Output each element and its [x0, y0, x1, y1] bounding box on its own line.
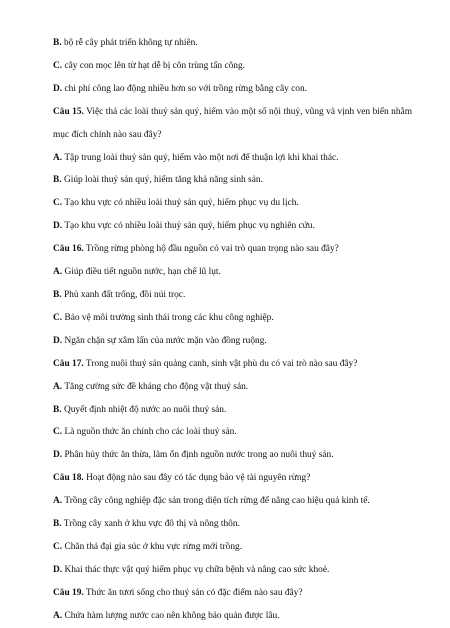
question-number: Câu 19. — [53, 587, 84, 598]
option-text: chi phí công lao động nhiều hơn so với trồng rừng bằng cây con. — [64, 83, 308, 94]
option-d — [53, 559, 412, 582]
option-d — [53, 78, 412, 101]
option-text: Bảo vệ môi trường sinh thái trong các khu công nghiệp. — [64, 312, 274, 323]
option-label: C. — [53, 198, 63, 209]
question-16 — [53, 238, 412, 261]
option-label: B. — [53, 175, 62, 186]
option-c — [53, 307, 412, 330]
option-text: Trồng cây xanh ở khu vực đô thị và nông thôn. — [63, 519, 240, 530]
option-text: Chứa hàm lượng nước cao nên không bảo quản được lâu. — [64, 610, 280, 621]
option-label: A. — [53, 496, 63, 507]
question-number: Câu 18. — [53, 473, 84, 484]
question-19 — [53, 582, 412, 605]
option-b — [53, 399, 412, 422]
question-text: Thức ăn tươi sống cho thuỷ sản có đặc điểm nào sau đây? — [85, 587, 303, 598]
question-number: Câu 16. — [53, 244, 84, 255]
option-b — [53, 169, 412, 192]
question-18 — [53, 467, 412, 490]
option-text: Ngăn chặn sự xâm lấn của nước mặn vào đồng ruộng. — [64, 335, 267, 346]
option-text: Tạo khu vực có nhiều loài thuỷ sản quý, hiếm phục vụ du lịch. — [64, 198, 299, 209]
option-label: B. — [53, 38, 62, 48]
option-a — [53, 261, 412, 284]
option-d — [53, 215, 412, 238]
question-17 — [53, 353, 412, 376]
option-label: B. — [53, 404, 62, 415]
question-text: Trong nuôi thuỷ sản quảng canh, sinh vật phù du có vai trò nào sau đây? — [85, 358, 358, 369]
option-label: A. — [53, 152, 63, 163]
option-text: Tăng cường sức đề kháng cho động vật thuỷ sản. — [64, 381, 249, 392]
option-text: cây con mọc lên từ hạt dễ bị côn trùng tấn công. — [64, 60, 246, 71]
option-text: Trồng cây công nghiệp đặc sản trong diện tích rừng để nâng cao hiệu quả kinh tế. — [64, 496, 370, 507]
option-label: A. — [53, 610, 63, 621]
option-text: Phủ xanh đất trống, đồi núi trọc. — [63, 289, 186, 300]
option-text: Chăn thả đại gia súc ở khu vực rừng mới trồng. — [64, 541, 243, 552]
option-text: Giúp điều tiết nguồn nước, hạn chế lũ lụt. — [64, 267, 221, 278]
option-c — [53, 55, 412, 78]
option-label: C. — [53, 60, 63, 71]
option-a — [53, 490, 412, 513]
option-label: D. — [53, 335, 63, 346]
option-label: D. — [53, 564, 63, 575]
option-label: A. — [53, 381, 63, 392]
option-text: Tạo khu vực có nhiều loài thuỷ sản quý, hiếm phục vụ nghiên cứu. — [64, 221, 315, 232]
question-text: Trồng rừng phòng hộ đầu nguồn có vai trò quan trọng nào sau đây? — [85, 244, 339, 255]
option-label: C. — [53, 541, 63, 552]
option-a — [53, 147, 412, 170]
option-label: B. — [53, 289, 62, 300]
question-15 — [53, 101, 412, 147]
option-d — [53, 330, 412, 353]
option-label: D. — [53, 83, 63, 94]
option-label: D. — [53, 450, 63, 461]
option-text: Khai thác thực vật quý hiếm phục vụ chữa bệnh và nâng cao sức khoẻ. — [64, 564, 330, 575]
option-label: C. — [53, 427, 63, 438]
option-a — [53, 605, 412, 628]
option-a — [53, 376, 412, 399]
option-text: Giúp loài thuỷ sản quý, hiếm tăng khả năng sinh sản. — [63, 175, 263, 186]
option-text: Tập trung loài thuỷ sản quý, hiếm vào một nơi để thuận lợi khi khai thác. — [64, 152, 339, 163]
option-b — [53, 513, 412, 536]
question-number: Câu 15. — [53, 106, 84, 117]
option-b — [53, 284, 412, 307]
option-b — [53, 32, 412, 55]
option-c — [53, 192, 412, 215]
option-c — [53, 536, 412, 559]
option-d — [53, 444, 412, 467]
question-text: Hoạt động nào sau đây có tác dụng bảo vệ tài nguyên rừng? — [86, 473, 311, 484]
option-label: B. — [53, 519, 62, 530]
option-c — [53, 421, 412, 444]
option-label: C. — [53, 312, 63, 323]
question-number: Câu 17. — [53, 358, 84, 369]
option-text: Là nguồn thức ăn chính cho các loài thuỷ sản. — [64, 427, 237, 438]
option-label: D. — [53, 221, 63, 232]
option-text: bộ rễ cây phát triển không tự nhiên. — [63, 38, 198, 48]
option-text: Quyết định nhiệt độ nước ao nuôi thuỷ sản. — [63, 404, 227, 415]
question-text: Việc thả các loài thuỷ sản quý, hiếm vào một số nội thuỷ, vũng và vịnh ven biển nhằm mục đích chính nào sau đây? — [53, 106, 413, 140]
option-label: A. — [53, 267, 63, 278]
option-text: Phân hủy thức ăn thừa, làm ổn định nguồn nước trong ao nuôi thuỷ sản. — [64, 450, 334, 461]
